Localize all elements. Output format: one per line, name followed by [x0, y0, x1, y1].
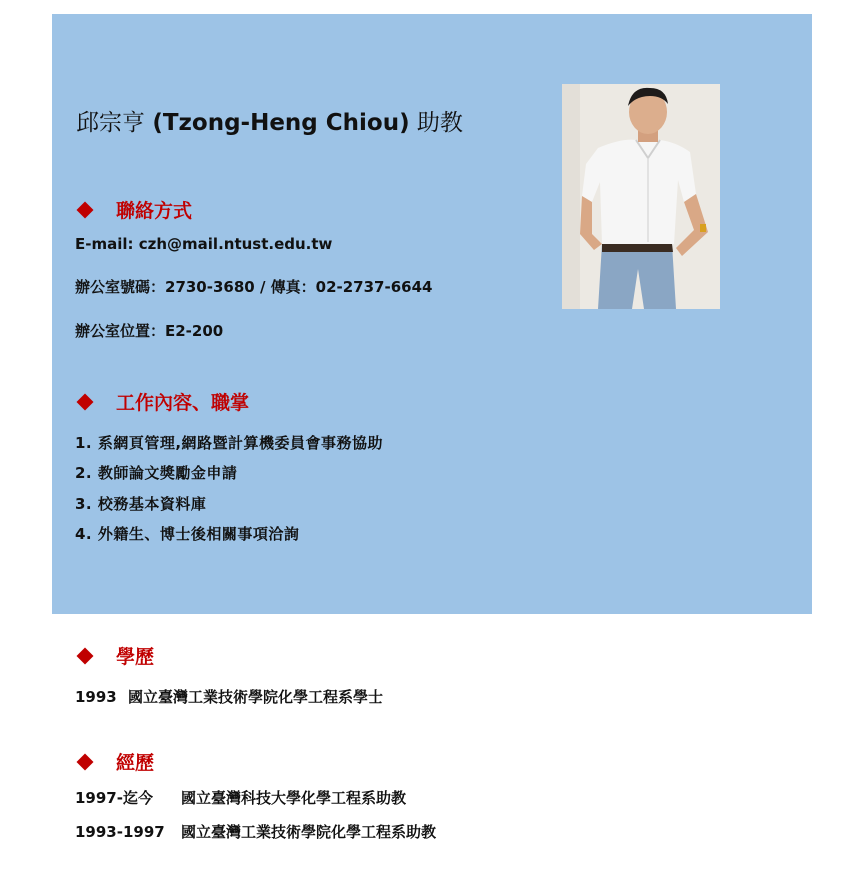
- experience-desc: 國立臺灣工業技術學院化學工程系助教: [181, 823, 437, 841]
- profile-photo: [562, 84, 720, 309]
- page-title: [76, 104, 463, 137]
- contact-heading-label: 聯絡方式: [116, 200, 193, 222]
- education-year: 1993: [75, 688, 117, 706]
- experience-year: 1997-迄今: [75, 789, 153, 807]
- experience-item: [75, 821, 436, 842]
- name-zh: 邱宗亨: [76, 110, 145, 136]
- diamond-icon: [77, 753, 94, 770]
- contact-heading: [76, 196, 192, 223]
- diamond-icon: [77, 201, 94, 218]
- profile-photo-image: [562, 84, 720, 309]
- phone-text: 辦公室號碼：2730-3680 / 傳真：02-2737-6644: [75, 278, 433, 296]
- duty-item: 2. 教師論文獎勵金申請: [75, 464, 238, 482]
- email-text: E-mail: czh@mail.ntust.edu.tw: [75, 235, 333, 253]
- experience-heading: [76, 748, 154, 775]
- duty-item: 1. 系網頁管理,網路暨計算機委員會事務協助: [75, 434, 384, 452]
- duty-item: 4. 外籍生、博士後相關事項洽詢: [75, 525, 300, 543]
- experience-heading-label: 經歷: [116, 752, 155, 774]
- education-item: [75, 686, 383, 707]
- name-en: (Tzong-Heng Chiou): [152, 110, 410, 136]
- diamond-icon: [77, 393, 94, 410]
- experience-year: 1993-1997: [75, 823, 165, 841]
- experience-desc: 國立臺灣科技大學化學工程系助教: [181, 789, 407, 807]
- education-heading: [76, 642, 154, 669]
- duties-heading: [76, 388, 249, 415]
- education-heading-label: 學歷: [116, 646, 155, 668]
- job-title: 助教: [416, 110, 463, 136]
- education-desc: 國立臺灣工業技術學院化學工程系學士: [128, 688, 384, 706]
- experience-item: [75, 787, 406, 808]
- duty-item: 3. 校務基本資料庫: [75, 495, 207, 513]
- office-location-text: 辦公室位置：E2-200: [75, 322, 224, 340]
- diamond-icon: [77, 647, 94, 664]
- duties-heading-label: 工作內容、職掌: [116, 392, 250, 414]
